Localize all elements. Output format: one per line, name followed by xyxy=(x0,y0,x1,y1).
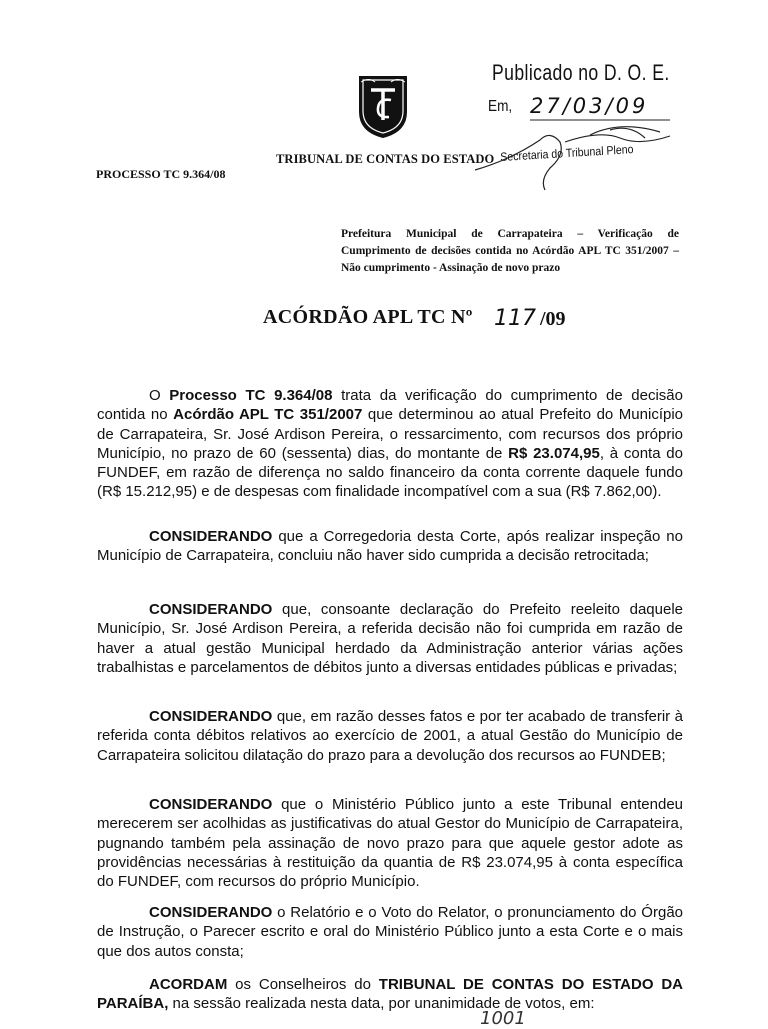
tribunal-name: TRIBUNAL DE CONTAS DO ESTADO xyxy=(276,152,495,166)
paragraph-considerando-4: CONSIDERANDO que o Ministério Público junto a este Tribunal entendeu merecerem ser acolhidas as justificativas do atual Gestor do Município de Carrapateira, pugnando também pela assinação de novo prazo para que aquele gestor adote as providências necessárias à restituição da quantia de R$ 23.074,95 à conta específica do FUNDEF, com recursos do próprio Município. xyxy=(97,796,683,891)
tribunal-crest-logo xyxy=(357,74,409,140)
handwritten-signature xyxy=(470,80,690,195)
publication-stamp-em-label: Em, xyxy=(488,98,513,115)
acordao-title: ACÓRDÃO APL TC Nº xyxy=(263,306,473,328)
paragraph-considerando-1: CONSIDERANDO que a Corregedoria desta Corte, após realizar inspeção no Município de Carrapateira, concluiu não haver sido cumprida a decisão retrocitada; xyxy=(97,528,683,565)
paragraph-considerando-3: CONSIDERANDO que, em razão desses fatos e por ter acabado de transferir à referida conta débitos relativos ao exercício de 2001, a atual Gestão do Município de Carrapateira solicitou dilatação do prazo para a devolução dos recursos ao FUNDEB; xyxy=(97,708,683,764)
paragraph-acordam: ACORDAM os Conselheiros do TRIBUNAL DE CONTAS DO ESTADO DA PARAÍBA, na sessão realizada nesta data, por unanimidade de votos, em: xyxy=(97,976,683,1013)
paragraph-considerando-2: CONSIDERANDO que, consoante declaração do Prefeito reeleito daquele Município, Sr. José Ardison Pereira, a referida decisão não foi cumprida em razão de haver a atual gestão Municipal herdado da Administração anterior várias ações trabalhistas e parcelamentos de débitos junto a diversas entidades públicas e privadas; xyxy=(97,601,683,676)
publication-stamp-role: Secretaria do Tribunal Pleno xyxy=(500,142,634,164)
acordao-number xyxy=(494,306,566,331)
paragraph-introduction: O Processo TC 9.364/08 trata da verificação do cumprimento de decisão contida no Acórdão APL TC 351/2007 que determinou ao atual Prefeito do Município de Carrapateira, Sr. José Ardison Pereira, o ressarcimento, com recursos dos próprio Município, no prazo de 60 (sessenta) dias, do montante de R$ 23.074,95, à conta do FUNDEF, em razão de diferença no saldo financeiro da conta corrente daquele fundo (R$ 15.212,95) e de despesas com finalidade incompatível com a sua (R$ 7.862,00). xyxy=(97,387,683,501)
acordao-number-handwritten: 117 xyxy=(494,306,536,331)
paragraph-considerando-5: CONSIDERANDO o Relatório e o Voto do Relator, o pronunciamento do Órgão de Instrução, o Parecer escrito e oral do Ministério Público junto a esta Corte e o mais que dos autos consta; xyxy=(97,904,683,960)
acordao-year: /09 xyxy=(540,308,566,330)
process-number: PROCESSO TC 9.364/08 xyxy=(96,167,226,181)
publication-stamp-date: 27/03/09 xyxy=(530,94,649,118)
publication-stamp-title: Publicado no D. O. E. xyxy=(492,60,670,85)
handwritten-page-mark: 1001 xyxy=(480,1008,526,1029)
ementa-summary: Prefeitura Municipal de Carrapateira – Verificação de Cumprimento de decisões contida no Acórdão APL TC 351/2007 – Não cumprimento - Assinação de novo prazo xyxy=(341,228,679,274)
